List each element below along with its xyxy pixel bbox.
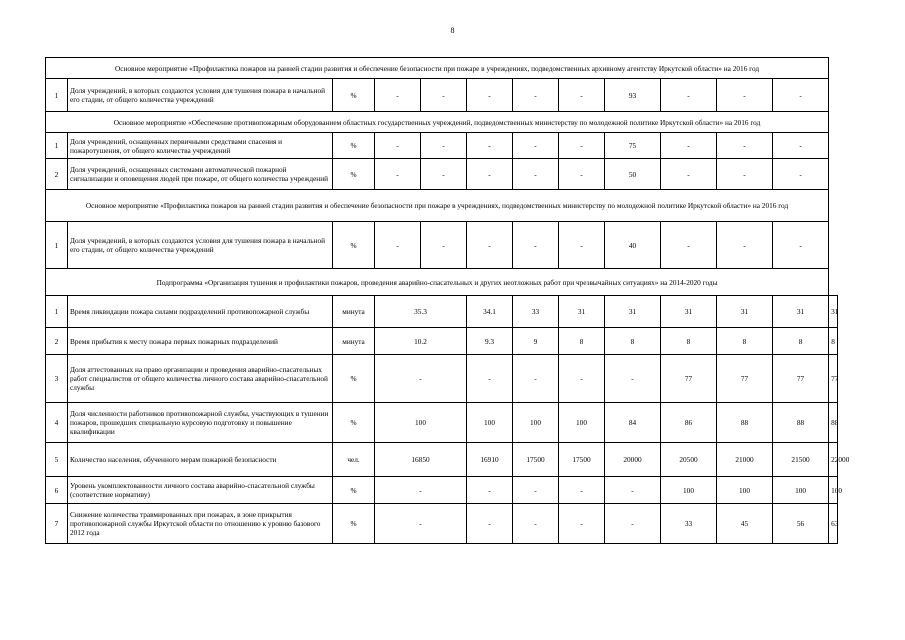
row-number: 1 xyxy=(46,133,68,159)
row-number: 1 xyxy=(46,79,68,112)
unit-cell: % xyxy=(333,79,375,112)
row-number: 3 xyxy=(46,355,68,403)
value-cell: 77 xyxy=(773,355,829,403)
value-cell: 77 xyxy=(661,355,717,403)
value-cell: - xyxy=(717,159,773,190)
row-number: 6 xyxy=(46,477,68,504)
table-row xyxy=(46,477,838,504)
table-row xyxy=(46,79,838,112)
section-header: Основное мероприятие «Обеспечение противопожарным оборудованием областных государственных учреждений, подведомственных министерству по молодежной политике Иркутской области» на 2016 год xyxy=(46,112,829,133)
value-cell: - xyxy=(467,222,513,269)
value-cell: - xyxy=(717,133,773,159)
value-cell: - xyxy=(717,79,773,112)
value-cell: - xyxy=(773,79,829,112)
indicator-name: Время ликвидации пожара силами подразделений противопожарной службы xyxy=(68,296,333,328)
value-cell: - xyxy=(467,504,513,544)
value-cell: - xyxy=(513,477,559,504)
value-cell: - xyxy=(513,355,559,403)
value-cell: 77 xyxy=(829,355,838,403)
section-header-row xyxy=(46,190,838,222)
indicator-name: Доля учреждений, оснащенных системами автоматической пожарной сигнализации и оповещения людей при пожаре, от общего количества учреждений xyxy=(68,159,333,190)
value-cell: 63 xyxy=(829,504,838,544)
section-header: Основное мероприятие «Профилактика пожаров на ранней стадии развития и обеспечение безопасности при пожаре в учреждениях, подведомственных архивному агентству Иркутской области» на 2016 год xyxy=(46,58,829,79)
value-cell: 9.3 xyxy=(467,328,513,355)
value-cell: - xyxy=(605,355,661,403)
value-cell: - xyxy=(421,79,467,112)
value-cell: - xyxy=(375,133,421,159)
value-cell: 100 xyxy=(829,477,838,504)
value-cell: 21000 xyxy=(717,443,773,477)
indicator-name: Количество населения, обученного мерам пожарной безопасности xyxy=(68,443,333,477)
value-cell: 100 xyxy=(559,403,605,443)
value-cell: - xyxy=(661,222,717,269)
value-cell: 100 xyxy=(467,403,513,443)
value-cell: 8 xyxy=(829,328,838,355)
value-cell: 8 xyxy=(605,328,661,355)
value-cell: - xyxy=(375,79,421,112)
value-cell: - xyxy=(513,159,559,190)
value-cell: - xyxy=(773,159,829,190)
value-cell: 31 xyxy=(829,296,838,328)
value-cell: 56 xyxy=(773,504,829,544)
value-cell: 17500 xyxy=(559,443,605,477)
value-cell: 100 xyxy=(661,477,717,504)
value-cell: 75 xyxy=(605,133,661,159)
value-cell: 31 xyxy=(559,296,605,328)
value-cell: 100 xyxy=(513,403,559,443)
row-number: 2 xyxy=(46,328,68,355)
section-header-row xyxy=(46,58,838,79)
indicator-name: Доля учреждений, в которых создаются условия для тушения пожара в начальной его стадии, от общего количества учреждений xyxy=(68,222,333,269)
value-cell: 100 xyxy=(717,477,773,504)
value-cell: - xyxy=(605,477,661,504)
unit-cell: чел. xyxy=(333,443,375,477)
unit-cell: минута xyxy=(333,328,375,355)
value-cell: - xyxy=(467,477,513,504)
indicator-name: Доля учреждений, оснащенных первичными средствами спасения и пожаротушения, от общего количества учреждений xyxy=(68,133,333,159)
value-cell: 20000 xyxy=(605,443,661,477)
value-cell: 31 xyxy=(605,296,661,328)
value-cell: 100 xyxy=(773,477,829,504)
value-cell: - xyxy=(661,133,717,159)
value-cell: - xyxy=(605,504,661,544)
table-row xyxy=(46,504,838,544)
unit-cell: % xyxy=(333,133,375,159)
value-cell: 22000 xyxy=(829,443,838,477)
value-cell: 45 xyxy=(717,504,773,544)
row-number: 7 xyxy=(46,504,68,544)
value-cell: - xyxy=(421,159,467,190)
section-header: Подпрограмма «Организация тушения и профилактики пожаров, проведения аварийно-спасательных и других неотложных работ при чрезвычайных ситуациях» на 2014-2020 годы xyxy=(46,269,829,296)
indicator-name: Доля численности работников противопожарной службы, участвующих в тушении пожаров, прошедших специальную курсовую подготовку и повышение квалификации xyxy=(68,403,333,443)
table-row xyxy=(46,133,838,159)
unit-cell: % xyxy=(333,355,375,403)
value-cell: - xyxy=(717,222,773,269)
unit-cell: % xyxy=(333,477,375,504)
section-header-row xyxy=(46,112,838,133)
value-cell: 93 xyxy=(605,79,661,112)
value-cell: - xyxy=(773,133,829,159)
value-cell: - xyxy=(513,504,559,544)
row-number: 1 xyxy=(46,222,68,269)
value-cell: - xyxy=(559,133,605,159)
value-cell: - xyxy=(559,477,605,504)
value-cell: - xyxy=(661,159,717,190)
section-header: Основное мероприятие «Профилактика пожаров на ранней стадии развития и обеспечение безопасности при пожаре в учреждениях, подведомственных министерству по молодежной политике Иркутской области» на 2016 год xyxy=(46,190,829,222)
value-cell: - xyxy=(467,133,513,159)
value-cell: 10.2 xyxy=(375,328,467,355)
indicator-name: Время прибытия к месту пожара первых пожарных подразделений xyxy=(68,328,333,355)
value-cell: 33 xyxy=(513,296,559,328)
table-row xyxy=(46,328,838,355)
value-cell: 31 xyxy=(773,296,829,328)
indicator-name: Доля аттестованных на право организации и проведения аварийно-спасательных работ специалистов от общего количества личного состава аварийно-спасательной службы xyxy=(68,355,333,403)
value-cell: - xyxy=(467,355,513,403)
table-row xyxy=(46,443,838,477)
value-cell: 34.1 xyxy=(467,296,513,328)
row-number: 4 xyxy=(46,403,68,443)
row-number: 1 xyxy=(46,296,68,328)
table-row xyxy=(46,159,838,190)
value-cell: 31 xyxy=(717,296,773,328)
value-cell: 88 xyxy=(829,403,838,443)
table-row xyxy=(46,355,838,403)
value-cell: - xyxy=(375,159,421,190)
value-cell: 21500 xyxy=(773,443,829,477)
value-cell: 40 xyxy=(605,222,661,269)
unit-cell: % xyxy=(333,159,375,190)
indicator-name: Доля учреждений, в которых создаются условия для тушения пожара в начальной его стадии, от общего количества учреждений xyxy=(68,79,333,112)
unit-cell: минута xyxy=(333,296,375,328)
value-cell: - xyxy=(467,159,513,190)
value-cell: 8 xyxy=(661,328,717,355)
value-cell: - xyxy=(559,159,605,190)
value-cell: 88 xyxy=(717,403,773,443)
indicators-table xyxy=(45,57,850,544)
value-cell: 16850 xyxy=(375,443,467,477)
value-cell: 31 xyxy=(661,296,717,328)
value-cell: 77 xyxy=(717,355,773,403)
value-cell: - xyxy=(421,222,467,269)
value-cell: 86 xyxy=(661,403,717,443)
page-number: 8 xyxy=(450,26,455,35)
value-cell: - xyxy=(375,504,467,544)
unit-cell: % xyxy=(333,504,375,544)
value-cell: - xyxy=(559,504,605,544)
value-cell: - xyxy=(513,133,559,159)
value-cell: - xyxy=(559,222,605,269)
value-cell: 20500 xyxy=(661,443,717,477)
value-cell: 16910 xyxy=(467,443,513,477)
value-cell: 88 xyxy=(773,403,829,443)
value-cell: 100 xyxy=(375,403,467,443)
value-cell: - xyxy=(559,355,605,403)
value-cell: - xyxy=(467,79,513,112)
table-row xyxy=(46,222,838,269)
indicator-name: Уровень укомплектованности личного состава аварийно-спасательной службы (соответствие нормативу) xyxy=(68,477,333,504)
value-cell: 35.3 xyxy=(375,296,467,328)
value-cell: - xyxy=(773,222,829,269)
unit-cell: % xyxy=(333,222,375,269)
value-cell: 50 xyxy=(605,159,661,190)
value-cell: 8 xyxy=(717,328,773,355)
value-cell: - xyxy=(375,355,467,403)
value-cell: 33 xyxy=(661,504,717,544)
value-cell: - xyxy=(421,133,467,159)
value-cell: - xyxy=(559,79,605,112)
unit-cell: % xyxy=(333,403,375,443)
table-row xyxy=(46,296,838,328)
value-cell: - xyxy=(375,222,421,269)
row-number: 5 xyxy=(46,443,68,477)
value-cell: - xyxy=(375,477,467,504)
section-header-row xyxy=(46,269,838,296)
value-cell: 17500 xyxy=(513,443,559,477)
table-row xyxy=(46,403,838,443)
indicator-name: Снижение количества травмированных при пожарах, в зоне прикрытия противопожарной службы Иркутской области по отношению к уровню базового 2012 года xyxy=(68,504,333,544)
value-cell: 84 xyxy=(605,403,661,443)
value-cell: - xyxy=(661,79,717,112)
value-cell: - xyxy=(513,79,559,112)
value-cell: - xyxy=(513,222,559,269)
value-cell: 9 xyxy=(513,328,559,355)
row-number: 2 xyxy=(46,159,68,190)
value-cell: 8 xyxy=(773,328,829,355)
value-cell: 8 xyxy=(559,328,605,355)
